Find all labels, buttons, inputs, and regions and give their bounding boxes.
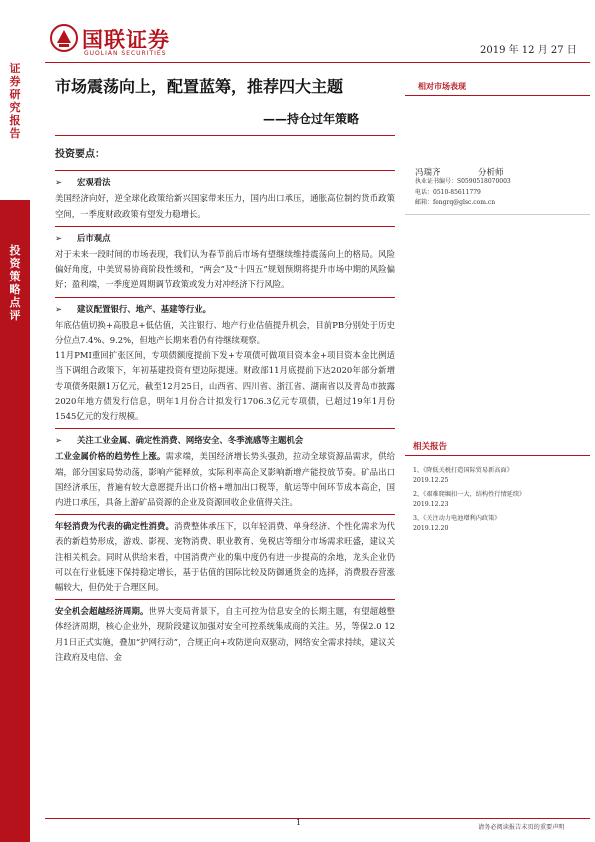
related-report-title[interactable]: 3、《关注动力电池增利内政策》	[413, 514, 501, 522]
metals-lead: 工业金属价格的趋势性上涨。	[55, 451, 166, 462]
contact-rule	[405, 214, 590, 215]
consumption-text: 消费整体承压下，以年轻消费、单身经济、个性化需求为代表的新趋势形成，游戏、影视、宠物消费、职业教育、免税店等细分市场需求旺盛，建议关注相关机会。同时从供给来看，中国消费产业的集中度仍有进一步提高的余地，龙头企业仍可以在行业低速下保持稳定增长，基于估值的国际比较及防御通货金的选择，消费股吞营涨幅较大，但仍处于合理区间。	[55, 521, 396, 593]
analyst-title: 分析师	[478, 168, 504, 178]
paragraph-metals	[55, 449, 395, 510]
analyst-contact	[415, 177, 511, 209]
logo-english: GUOLIAN SECURITIES	[84, 50, 167, 57]
section-outlook	[55, 231, 395, 246]
arrow-icon: ➢	[55, 303, 63, 314]
footer-rule	[45, 818, 590, 819]
arrow-icon: ➢	[55, 232, 63, 243]
paragraph-consumption	[55, 519, 395, 595]
section-themes-title: 关注工业金属、确定性消费、网络安全、冬季流感等主题机会	[77, 435, 304, 446]
guolian-logo-icon	[50, 24, 78, 52]
section-themes	[55, 433, 395, 448]
right-rule	[405, 95, 590, 96]
paragraph-banks: 年底估值切换+高股息+低估值，关注银行、地产行业估值提升机会，目前PB分别处于历史分位点7.4%、9.2%，但地产长期来看仍有待继续观察。	[55, 319, 395, 346]
paragraph-security	[55, 604, 395, 665]
paragraph-outlook: 对于未来一段时间的市场表现，我们认为春节前后市场有望继续维持震荡向上的格局。风险偏好角度，中美贸易协商阶段性缓和，“两会”及“十四五”规划预期将提升市场中期的风险偏好；盈利端，一季度逆周期调节政策或发力对冲经济下行风险。	[55, 249, 395, 290]
report-subtitle: ——持仓过年策略	[263, 112, 360, 126]
main-body	[55, 145, 395, 665]
footer-disclaimer: 请务必阅读报告末页的重要声明	[478, 824, 565, 831]
sidebar-category: 投资策略点评	[9, 244, 21, 322]
report-title: 市场震荡向上，配置蓝筹，推荐四大主题	[55, 77, 344, 96]
analyst-name: 冯瑞齐	[415, 168, 441, 178]
section-divider	[55, 226, 395, 227]
consumption-lead: 年轻消费为代表的确定性消费。	[55, 521, 175, 532]
analyst-email: 邮箱：fengrq@glsc.com.cn	[415, 199, 496, 207]
related-report-title[interactable]: 2、《艰难爬堀扣一大，结构性行情延续》	[413, 490, 526, 498]
related-report-title[interactable]: 1、《降低关税打造国际贸易新高面》	[413, 467, 513, 474]
security-text: 世界大变局背景下，自主可控为信息安全的长期主题，有望超越整体经济周期，核心企业外，现阶段建议加强对安全可控系统集成商的关注。另，等保2.0 12月1日正式实施，叠加“护网行动”，合规正向+攻防逆向双驱动，网络安全需求持续，建议关注政府及电信、金	[55, 606, 396, 662]
analyst-license: 执业证书编号：S0590518070003	[415, 178, 511, 185]
related-report-date: 2019.12.25	[413, 477, 449, 485]
page-number: 1	[296, 818, 302, 827]
report-date: 2019 年 12 月 27 日	[480, 45, 577, 56]
header-rule	[45, 62, 590, 63]
metals-text: 需求端，美国经济增长势头强劲，拉动全球资源品需求，供给端，部分国家局势动荡，影响产能释放，实际利率高企叉影响新增产能投放节奏。矿品出口国经济承压，普遍有较大意愿提升出口价格+增加出口税等，航运等中间环节成本高企，国内进口承压，具备上游矿品资源的企业及资源回收企业值得关注。	[55, 451, 396, 508]
arrow-icon: ➢	[55, 177, 63, 188]
section-allocation-title: 建议配置银行、地产、基建等行业。	[77, 303, 211, 314]
section-divider	[55, 297, 395, 298]
related-reports-heading: 相关报告	[413, 442, 448, 452]
paragraph-infrastructure: 11月PMI重回扩张区间，专项债额度提前下发+专项债可做项目资本金+项目资本金比例适当下调组合政策下，年初基建投资有望边际提速。财政部11月底提前下达2020年部分新增专项债务限额1万亿元，截至12月25日，山西省、四川省、浙江省、湖南省以及青岛市披露2020年地方债发行信息，明年1月份合计拟发行1706.3亿元专项债，已超过19年1月份1545亿元的发行规模。	[55, 350, 395, 422]
sidebar-report-type: 证券研究报告	[9, 62, 21, 140]
arrow-icon: ➢	[55, 435, 63, 446]
section-allocation	[55, 302, 395, 317]
section-divider	[55, 170, 395, 171]
related-reports-list	[413, 466, 591, 537]
main-rule	[55, 135, 395, 136]
section-divider	[55, 514, 395, 515]
security-lead: 安全机会超越经济周期。	[55, 606, 149, 617]
related-market-heading: 相对市场表现	[418, 82, 466, 91]
key-points-heading: 投资要点：	[55, 149, 105, 160]
related-report-date: 2019.12.23	[413, 501, 449, 509]
related-report-date: 2019.12.20	[413, 525, 449, 533]
paragraph-macro: 美国经济向好，逆全球化政策给新兴国家带来压力，国内出口承压，通胀高位制约货币政策空间，一季度财政政策有望发力稳增长。	[55, 193, 395, 219]
analyst-phone: 电话：0510-85611779	[415, 188, 481, 196]
logo-text: 国联证券	[82, 28, 170, 52]
section-outlook-title: 后市观点	[77, 232, 111, 243]
section-macro	[55, 175, 395, 190]
section-divider	[55, 599, 395, 600]
related-reports-rule	[405, 455, 590, 456]
section-macro-title: 宏观看法	[77, 177, 111, 188]
section-divider	[55, 428, 395, 429]
